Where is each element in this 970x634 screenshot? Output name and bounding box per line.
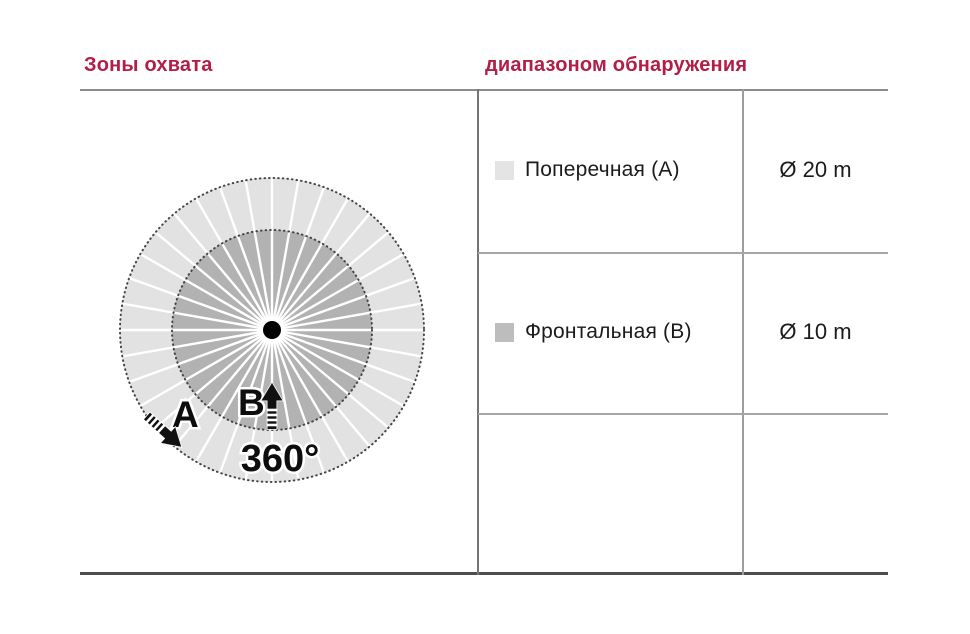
sensor-center-dot — [263, 321, 281, 339]
label-zone-a: A — [172, 394, 199, 435]
table-vertical-divider-left — [477, 89, 479, 575]
table-row-divider-2 — [478, 413, 888, 415]
zone-b-swatch — [495, 323, 514, 342]
zone-a-label: Поперечная (A) — [525, 158, 680, 181]
zone-b-range-value: Ø 10 m — [779, 319, 852, 344]
section-heading-detection-range: диапазоном обнаружения — [485, 54, 748, 76]
section-heading-coverage-zones: Зоны охвата — [84, 54, 213, 76]
table-bottom-border — [80, 572, 888, 575]
zone-b-label: Фронтальная (B) — [525, 320, 692, 343]
zone-a-swatch — [495, 161, 514, 180]
coverage-diagram — [90, 150, 440, 500]
zone-a-range-value: Ø 20 m — [779, 157, 852, 182]
label-zone-b: B — [238, 382, 265, 423]
label-360-degrees: 360° — [240, 438, 320, 480]
table-row-zone-a — [495, 158, 680, 182]
table-top-border — [80, 89, 888, 91]
table-row-divider-1 — [478, 252, 888, 254]
table-row-zone-b — [495, 320, 692, 344]
